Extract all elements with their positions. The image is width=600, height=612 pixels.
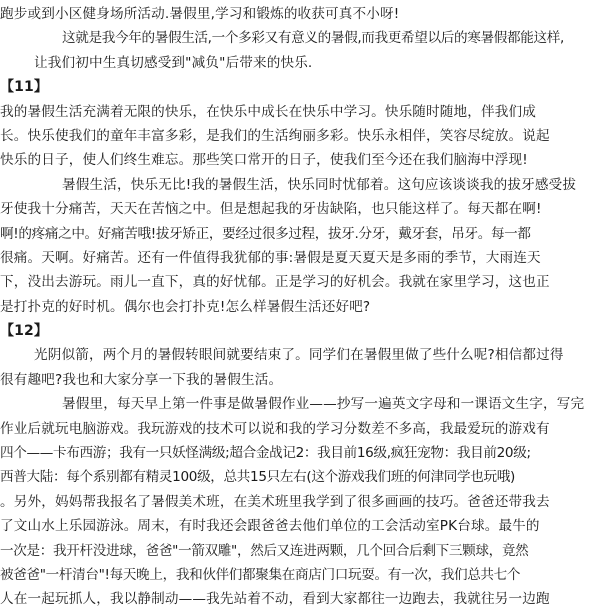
text-line: 牙使我十分痛苦，天天在苦恼之中。但是想起我的牙齿缺陷，也只能这样了。每天都在啊! xyxy=(0,201,542,218)
text-line: 作业后就玩电脑游戏。我玩游戏的技术可以说和我的学习分数差不多高，我最爱玩的游戏有 xyxy=(0,420,550,437)
text-line: 暑假生活，快乐无比!我的暑假生活，快乐同时忧郁着。这句应该谈谈我的拔牙感受拔 xyxy=(62,176,577,193)
text-line: 快乐的日子，使人们终生难忘。那些笑口常开的日子，使我们至今还在我们脑海中浮现! xyxy=(0,152,528,169)
text-line: 光阴似箭，两个月的暑假转眼间就要结束了。同学们在暑假里做了些什么呢?相信都过得 xyxy=(34,347,564,364)
text-line: 很痛。天啊。好痛苦。还有一件值得我犹郁的事:暑假是夏天夏天是多雨的季节，大雨连天 xyxy=(0,249,541,266)
text-line: 跑步或到小区健身场所活动.暑假里,学习和锻炼的收获可真不小呀! xyxy=(0,6,400,22)
text-line: 四个——卡布西游；我有一只妖怪满级;超合金战记2：我目前16级,疯狂宠物：我目前20级; xyxy=(0,445,531,462)
section-heading: 【12】 xyxy=(0,323,49,340)
text-line: 是打扑克的好时机。偶尔也会打扑克!怎么样暑假生活还好吧? xyxy=(0,298,371,315)
text-line: 很有趣吧?我也和大家分享一下我的暑假生活。 xyxy=(0,371,283,388)
text-line: 人在一起玩抓人，我以静制动——我先站着不动，看到大家都往一边跑去，我就往另一边跑 xyxy=(0,591,550,608)
text-line: 我的暑假生活充满着无限的快乐，在快乐中成长在快乐中学习。快乐随时随地，伴我们成 xyxy=(0,103,537,120)
text-line: 暑假里，每天早上第一件事是做暑假作业——抄写一遍英文字母和一课语文生字，写完 xyxy=(62,396,585,413)
text-line: 啊!的疼痛之中。好痛苦哦!拔牙矫正，要经过很多过程，拔牙.分牙，戴牙套，吊牙。每一都 xyxy=(0,225,531,242)
section-heading: 【11】 xyxy=(0,79,49,96)
text-line: 让我们初中生真切感受到"减负"后带来的快乐. xyxy=(34,54,313,71)
text-line: 被爸爸"一杆清台"!每天晚上，我和伙伴们都聚集在商店门口玩耍。有一次，我们总共七个 xyxy=(0,566,521,583)
text-line: 下，没出去游玩。雨儿一直下，真的好忧郁。正是学习的好机会。我就在家里学习，这也正 xyxy=(0,274,550,291)
text-line: 西普大陆：每个系别都有精灵100级，总共15只左右(这个游戏我们班的何津同学也玩哦) xyxy=(0,469,515,486)
text-line: 这就是我今年的暑假生活,一个多彩又有意义的暑假,而我更希望以后的寒暑假都能这样, xyxy=(62,30,564,47)
text-line: 一次是：我开杆没进球，爸爸"一箭双雕"，然后又连进两颗，几个回合后剩下三颗球，竟然 xyxy=(0,542,529,559)
text-line: 。另外，妈妈帮我报名了暑假美术班，在美术班里我学到了很多画画的技巧。爸爸还带我去 xyxy=(0,493,550,510)
text-line: 长。快乐使我们的童年丰富多彩，是我们的生活绚丽多彩。快乐永相伴，笑容尽绽放。说起 xyxy=(0,127,550,144)
text-line: 了文山水上乐园游泳。周末，有时我还会跟爸爸去他们单位的工会活动室PK台球。最牛的 xyxy=(0,518,540,535)
